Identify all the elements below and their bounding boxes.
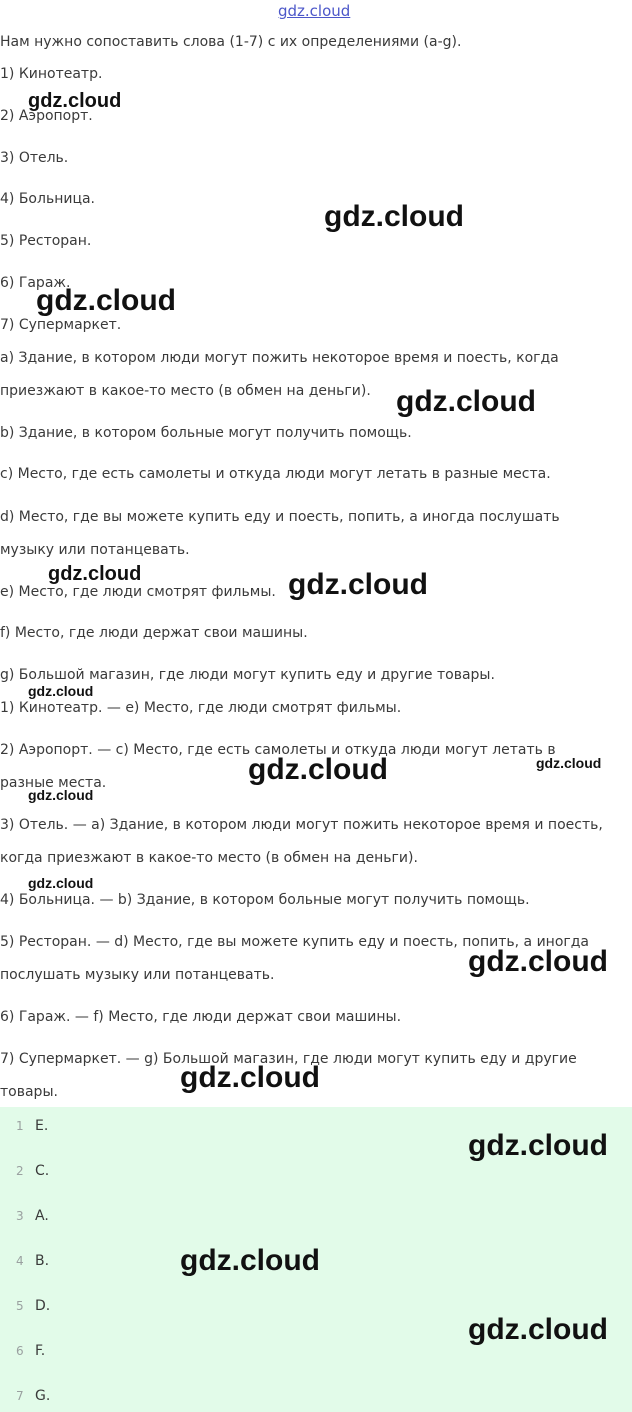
watermark: gdz.cloud [288, 568, 428, 601]
word-item: 7) Супермаркет. [0, 317, 122, 333]
match-line: 4) Больница. — b) Здание, в котором больные могут получить помощь. [0, 892, 530, 908]
answer-value: A. [35, 1208, 49, 1224]
definition-line: g) Большой магазин, где люди могут купить еду и другие товары. [0, 667, 495, 683]
answer-value: G. [35, 1388, 51, 1404]
watermark: gdz.cloud [28, 787, 94, 803]
watermark: gdz.cloud [468, 1313, 608, 1346]
word-item: 5) Ресторан. [0, 233, 92, 249]
watermark: gdz.cloud [248, 753, 388, 786]
watermark: gdz.cloud [180, 1061, 320, 1094]
answer-number: 6 [16, 1344, 24, 1358]
site-logo[interactable]: gdz.cloud [278, 2, 351, 20]
answer-value: F. [35, 1343, 46, 1359]
definition-line: f) Место, где люди держат свои машины. [0, 625, 308, 641]
watermark: gdz.cloud [28, 875, 94, 891]
answer-value: D. [35, 1298, 51, 1314]
definition-line: приезжают в какое-то место (в обмен на деньги). [0, 383, 371, 399]
watermark: gdz.cloud [28, 683, 94, 699]
answer-number: 5 [16, 1299, 24, 1313]
watermark: gdz.cloud [324, 200, 464, 233]
watermark: gdz.cloud [468, 945, 608, 978]
word-item: 3) Отель. [0, 150, 69, 166]
match-line: послушать музыку или потанцевать. [0, 967, 275, 983]
definition-line: b) Здание, в котором больные могут получить помощь. [0, 425, 412, 441]
answer-number: 3 [16, 1209, 24, 1223]
definition-line: e) Место, где люди смотрят фильмы. [0, 584, 276, 600]
match-line: 7) Супермаркет. — g) Большой магазин, где люди могут купить еду и другие [0, 1051, 577, 1067]
answer-number: 2 [16, 1164, 24, 1178]
word-item: 6) Гараж. [0, 275, 71, 291]
definition-line: d) Место, где вы можете купить еду и поесть, попить, а иногда послушать [0, 509, 560, 525]
definition-line: музыку или потанцевать. [0, 542, 190, 558]
match-line: 3) Отель. — a) Здание, в котором люди могут пожить некоторое время и поесть, [0, 817, 603, 833]
word-item: 1) Кинотеатр. [0, 66, 103, 82]
match-line: товары. [0, 1084, 58, 1100]
watermark: gdz.cloud [36, 284, 176, 317]
definition-line: a) Здание, в котором люди могут пожить некоторое время и поесть, когда [0, 350, 559, 366]
match-line: 2) Аэропорт. — c) Место, где есть самолеты и откуда люди могут летать в [0, 742, 556, 758]
watermark: gdz.cloud [468, 1129, 608, 1162]
watermark: gdz.cloud [536, 755, 602, 771]
word-item: 2) Аэропорт. [0, 108, 93, 124]
watermark: gdz.cloud [396, 385, 536, 418]
match-line: 1) Кинотеатр. — e) Место, где люди смотрят фильмы. [0, 700, 402, 716]
watermark: gdz.cloud [48, 563, 142, 585]
match-line: 5) Ресторан. — d) Место, где вы можете купить еду и поесть, попить, а иногда [0, 934, 589, 950]
match-line: 6) Гараж. — f) Место, где люди держат свои машины. [0, 1009, 402, 1025]
answer-number: 4 [16, 1254, 24, 1268]
answer-value: B. [35, 1253, 50, 1269]
intro-text: Нам нужно сопоставить слова (1-7) с их определениями (a-g). [0, 34, 462, 50]
answer-number: 7 [16, 1389, 24, 1403]
answer-value: C. [35, 1163, 50, 1179]
match-line: разные места. [0, 775, 107, 791]
watermark: gdz.cloud [180, 1244, 320, 1277]
answer-value: E. [35, 1118, 49, 1134]
word-item: 4) Больница. [0, 191, 95, 207]
definition-line: c) Место, где есть самолеты и откуда люди могут летать в разные места. [0, 466, 551, 482]
match-line: когда приезжают в какое-то место (в обмен на деньги). [0, 850, 418, 866]
watermark: gdz.cloud [28, 90, 122, 112]
answer-number: 1 [16, 1119, 24, 1133]
